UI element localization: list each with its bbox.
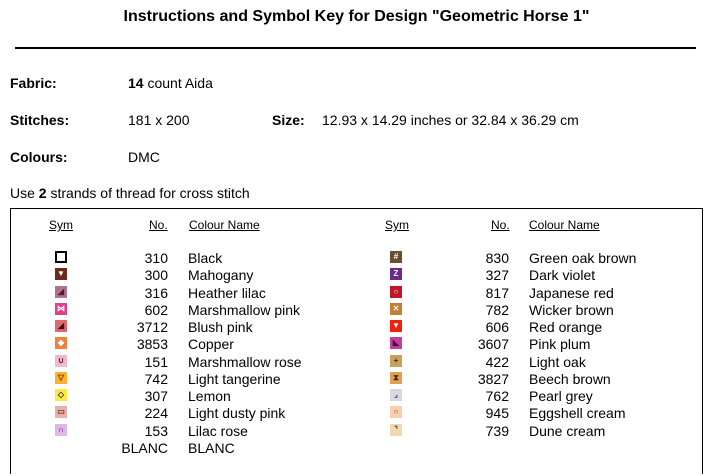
dmc-number: 3853 bbox=[136, 336, 168, 352]
thread-symbol-icon: ◇ bbox=[55, 389, 67, 401]
sym-header-left: Sym bbox=[49, 218, 73, 232]
fabric-type: count Aida bbox=[143, 75, 213, 91]
thread-symbol-icon: ◢ bbox=[55, 286, 67, 298]
sym-header-right: Sym bbox=[385, 218, 409, 232]
colour-name: Marshmallow rose bbox=[188, 354, 302, 370]
dmc-number: 310 bbox=[144, 250, 168, 266]
colour-name: Black bbox=[188, 250, 223, 266]
no-header-right: No. bbox=[491, 218, 510, 232]
thread-symbol-icon: ◆ bbox=[55, 337, 67, 349]
thread-symbol-icon bbox=[55, 251, 67, 263]
dmc-number: 300 bbox=[144, 267, 168, 283]
dmc-number: 602 bbox=[144, 302, 168, 318]
thread-symbol-icon: ⧗ bbox=[390, 372, 402, 384]
colour-name-header-right: Colour Name bbox=[529, 218, 600, 232]
colour-name: Lilac rose bbox=[188, 423, 248, 439]
stitches-label: Stitches: bbox=[10, 112, 70, 128]
colour-name: Light dusty pink bbox=[188, 405, 286, 421]
colour-name: Pearl grey bbox=[529, 388, 593, 404]
colour-name: Light oak bbox=[529, 354, 586, 370]
colour-name-header-left: Colour Name bbox=[189, 218, 260, 232]
colour-name: Eggshell cream bbox=[529, 405, 626, 421]
colour-name: Light tangerine bbox=[188, 371, 281, 387]
page-title: Instructions and Symbol Key for Design "Geometric Horse 1" bbox=[123, 8, 590, 25]
title-rule bbox=[15, 47, 696, 49]
thread-symbol-icon: ⌝ bbox=[390, 424, 402, 436]
colours-value: DMC bbox=[128, 149, 160, 165]
thread-symbol-icon: ▼ bbox=[55, 268, 67, 280]
dmc-number: 316 bbox=[144, 285, 168, 301]
thread-symbol-icon: # bbox=[390, 251, 402, 263]
colour-name: Copper bbox=[188, 336, 234, 352]
dmc-number: 782 bbox=[485, 302, 509, 318]
dmc-number: 817 bbox=[485, 285, 509, 301]
colours-label: Colours: bbox=[10, 149, 68, 165]
colour-name: Lemon bbox=[188, 388, 231, 404]
dmc-number: 151 bbox=[144, 354, 168, 370]
thread-symbol-icon bbox=[55, 441, 67, 453]
dmc-number: 422 bbox=[485, 354, 509, 370]
colour-name: Pink plum bbox=[529, 336, 591, 352]
instruction-pre: Use bbox=[10, 185, 39, 201]
thread-symbol-icon: Z bbox=[390, 268, 402, 280]
dmc-number: 3827 bbox=[477, 371, 509, 387]
thread-symbol-icon: + bbox=[390, 355, 402, 367]
strand-count: 2 bbox=[38, 185, 47, 201]
dmc-number: 606 bbox=[485, 319, 509, 335]
thread-symbol-icon: ⌟ bbox=[390, 389, 402, 401]
colour-name: Dark violet bbox=[529, 267, 596, 283]
colour-name: BLANC bbox=[188, 440, 235, 456]
fabric-label: Fabric: bbox=[10, 75, 57, 91]
fabric-value bbox=[128, 75, 213, 91]
no-header-left: No. bbox=[149, 218, 168, 232]
colour-name: Heather lilac bbox=[188, 285, 266, 301]
thread-symbol-icon: ◢ bbox=[55, 320, 67, 332]
dmc-number: 307 bbox=[144, 388, 168, 404]
dmc-number: 224 bbox=[144, 405, 168, 421]
colour-name: Red orange bbox=[529, 319, 603, 335]
thread-symbol-icon: ◣ bbox=[390, 337, 402, 349]
thread-symbol-icon: ⋈ bbox=[57, 304, 65, 313]
thread-symbol-icon: ✕ bbox=[390, 303, 402, 315]
thread-symbol-icon: ○ bbox=[390, 406, 402, 418]
dmc-number: BLANC bbox=[121, 440, 168, 456]
size-label: Size: bbox=[272, 112, 305, 128]
dmc-number: 742 bbox=[144, 371, 168, 387]
dmc-number: 3712 bbox=[136, 319, 168, 335]
thread-symbol-icon: ∪ bbox=[55, 355, 67, 367]
thread-symbol-icon: ▽ bbox=[55, 372, 67, 384]
colour-name: Beech brown bbox=[529, 371, 611, 387]
thread-symbol-icon: ▭ bbox=[55, 406, 67, 418]
colour-name: Blush pink bbox=[188, 319, 253, 335]
dmc-number: 153 bbox=[144, 423, 168, 439]
stitches-value: 181 x 200 bbox=[128, 112, 190, 128]
colour-name: Japanese red bbox=[529, 285, 614, 301]
dmc-number: 945 bbox=[485, 405, 509, 421]
thread-instruction bbox=[10, 185, 250, 201]
fabric-count: 14 bbox=[128, 75, 144, 91]
colour-name: Green oak brown bbox=[529, 250, 637, 266]
thread-symbol-icon: ○ bbox=[390, 286, 402, 298]
thread-symbol-icon: ▼ bbox=[390, 320, 402, 332]
colour-name: Marshmallow pink bbox=[188, 302, 301, 318]
thread-symbol-icon: ∩ bbox=[55, 424, 67, 436]
dmc-number: 327 bbox=[485, 267, 509, 283]
colour-name: Wicker brown bbox=[529, 302, 614, 318]
dmc-number: 830 bbox=[485, 250, 509, 266]
colour-name: Mahogany bbox=[188, 267, 254, 283]
size-value: 12.93 x 14.29 inches or 32.84 x 36.29 cm bbox=[322, 112, 579, 128]
colour-name: Dune cream bbox=[529, 423, 606, 439]
dmc-number: 739 bbox=[485, 423, 509, 439]
instruction-post: strands of thread for cross stitch bbox=[46, 185, 250, 201]
dmc-number: 3607 bbox=[477, 336, 509, 352]
dmc-number: 762 bbox=[485, 388, 509, 404]
